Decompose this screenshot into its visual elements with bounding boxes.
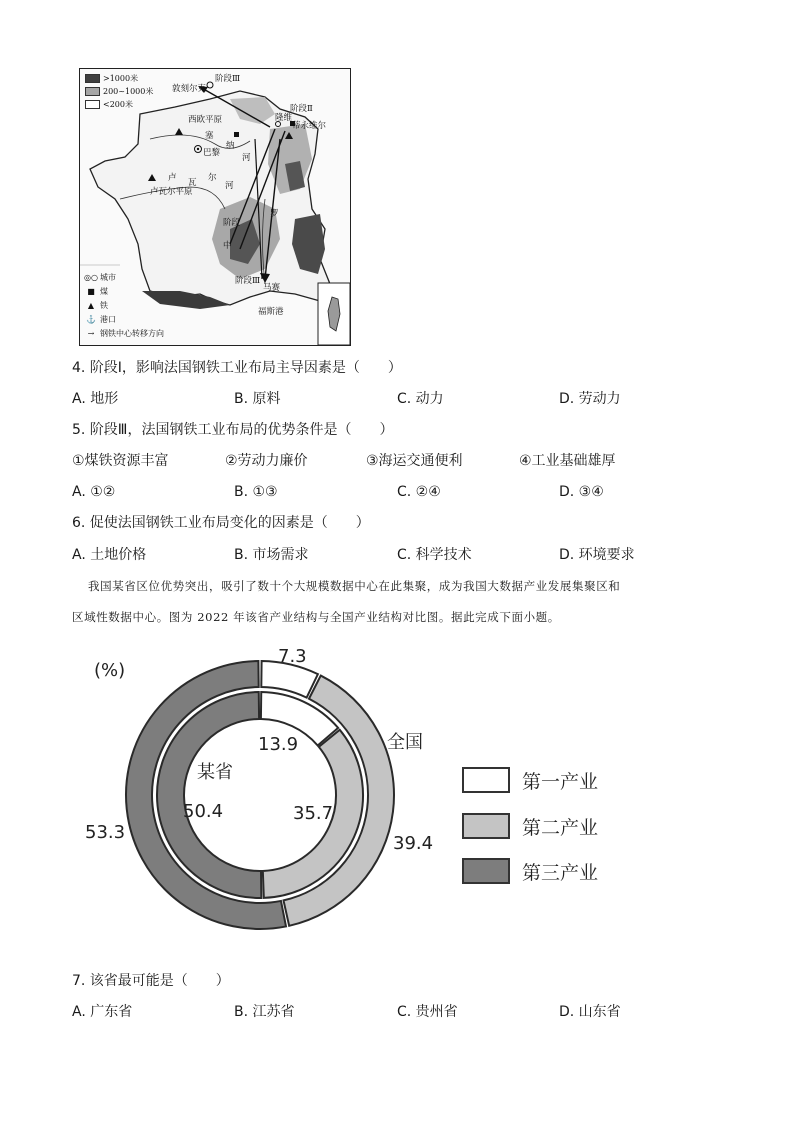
legend-swatch-secondary	[462, 813, 510, 839]
label-stage1: 阶段	[223, 218, 241, 228]
city-paris-dot	[197, 148, 199, 150]
province-secondary-value: 35.7	[293, 803, 334, 824]
q4-stem: 4. 阶段Ⅰ，影响法国钢铁工业布局主导因素是（ ）	[72, 360, 402, 376]
legend-label: 200~1000米	[103, 87, 154, 96]
q7-option-a[interactable]: A. 广东省	[72, 1004, 133, 1020]
passage-line-2: 区域性数据中心。图为 2022 年该省产业结构与全国产业结构对比图。据此完成下面小题。	[72, 610, 560, 624]
q5-condition-4: ④工业基础雄厚	[519, 453, 616, 469]
q5-option-a[interactable]: A. ①②	[72, 484, 116, 500]
q5-condition-3: ③海运交通便利	[366, 453, 463, 469]
legend-label-tertiary: 第三产业	[522, 862, 599, 884]
port-icon: ⚓	[86, 315, 96, 324]
chart-unit-label: (%)	[94, 660, 126, 681]
legend-label-secondary: 第二产业	[522, 817, 599, 839]
label-stage2: 阶段Ⅱ	[290, 104, 313, 114]
national-secondary-value: 39.4	[393, 833, 434, 854]
city-icon: ◎○	[84, 273, 98, 282]
france-steel-map	[79, 68, 351, 346]
q7-option-b[interactable]: B. 江苏省	[234, 1004, 295, 1020]
legend-label: <200米	[103, 100, 133, 109]
label-loire-3: 尔	[208, 173, 217, 183]
legend-label: 港口	[100, 315, 116, 324]
coal-icon: ■	[87, 287, 95, 296]
series-name-national: 全国	[387, 732, 423, 753]
q5-option-d[interactable]: D. ③④	[559, 484, 604, 500]
q7-stem: 7. 该省最可能是（ ）	[72, 973, 230, 989]
label-stage3-bottom: 阶段Ⅲ	[235, 276, 261, 286]
city-dunkirk	[207, 82, 213, 88]
label-fos-port: 福斯港	[258, 307, 284, 317]
q6-option-a[interactable]: A. 土地价格	[72, 547, 147, 563]
q4-option-b[interactable]: B. 原料	[234, 391, 281, 407]
q5-condition-1: ①煤铁资源丰富	[72, 453, 169, 469]
label-zhong: 中	[223, 241, 232, 251]
legend-swatch-tertiary	[462, 858, 510, 884]
legend-coal	[84, 286, 108, 297]
q6-stem: 6. 促使法国钢铁工业布局变化的因素是（ ）	[72, 515, 370, 531]
legend-city	[84, 272, 116, 283]
legend-elev-low	[85, 99, 133, 110]
iron-icon: ▲	[87, 301, 95, 310]
national-tertiary-value: 53.3	[85, 822, 126, 843]
arrow-icon: →	[87, 329, 95, 338]
label-west-plain: 西欧平原	[188, 115, 223, 125]
legend-label: >1000米	[103, 74, 139, 83]
coal-marker-1	[234, 132, 239, 137]
national-primary-value: 7.3	[278, 646, 307, 667]
swatch-high	[85, 74, 100, 83]
label-luo: 罗	[270, 209, 279, 219]
q5-condition-2: ②劳动力廉价	[225, 453, 308, 469]
legend-label: 煤	[100, 287, 108, 296]
label-loire-plain: 卢瓦尔平原	[150, 187, 193, 197]
q6-option-d[interactable]: D. 环境要求	[559, 547, 635, 563]
legend-arrow	[84, 328, 164, 339]
legend-label: 铁	[100, 301, 108, 310]
label-longwy: 隆维	[275, 113, 293, 123]
series-name-province: 某省	[197, 762, 233, 783]
legend-elev-high	[85, 73, 138, 84]
q4-option-a[interactable]: A. 地形	[72, 391, 119, 407]
q7-option-c[interactable]: C. 贵州省	[397, 1004, 458, 1020]
label-he-2: 河	[225, 181, 234, 191]
label-loire-2: 瓦	[188, 178, 197, 188]
legend-elev-mid	[85, 86, 153, 97]
q7-option-d[interactable]: D. 山东省	[559, 1004, 621, 1020]
legend-port	[84, 314, 116, 325]
legend-swatch-primary	[462, 767, 510, 793]
legend-label-primary: 第一产业	[522, 771, 599, 793]
label-fos: 马赛	[263, 283, 281, 293]
q5-option-b[interactable]: B. ①③	[234, 484, 278, 500]
swatch-low	[85, 100, 100, 109]
label-loire-1: 卢	[168, 173, 177, 183]
q5-stem: 5. 阶段Ⅲ，法国钢铁工业布局的优势条件是（ ）	[72, 422, 394, 438]
legend-label: 钢铁中心转移方向	[100, 329, 164, 338]
label-seine: 塞	[205, 131, 214, 141]
province-tertiary-value: 50.4	[183, 801, 224, 822]
q4-option-d[interactable]: D. 劳动力	[559, 391, 621, 407]
q6-option-b[interactable]: B. 市场需求	[234, 547, 309, 563]
label-nancy: 蒂永维尔	[292, 121, 327, 131]
legend-iron	[84, 300, 108, 311]
swatch-mid	[85, 87, 100, 96]
industry-donut-chart	[60, 640, 400, 950]
q5-option-c[interactable]: C. ②④	[397, 484, 441, 500]
passage-line-1: 我国某省区位优势突出，吸引了数十个大规模数据中心在此集聚，成为我国大数据产业发展集聚区和	[88, 579, 621, 593]
q4-option-c[interactable]: C. 动力	[397, 391, 444, 407]
q6-option-c[interactable]: C. 科学技术	[397, 547, 472, 563]
legend-label: 城市	[100, 273, 116, 282]
label-stage3-top: 阶段Ⅲ	[215, 74, 241, 84]
label-paris: 巴黎	[203, 148, 221, 158]
label-dunkirk: 敦刻尔克	[172, 84, 207, 94]
province-primary-value: 13.9	[258, 734, 299, 755]
label-he: 河	[242, 153, 251, 163]
label-na: 纳	[226, 141, 235, 151]
